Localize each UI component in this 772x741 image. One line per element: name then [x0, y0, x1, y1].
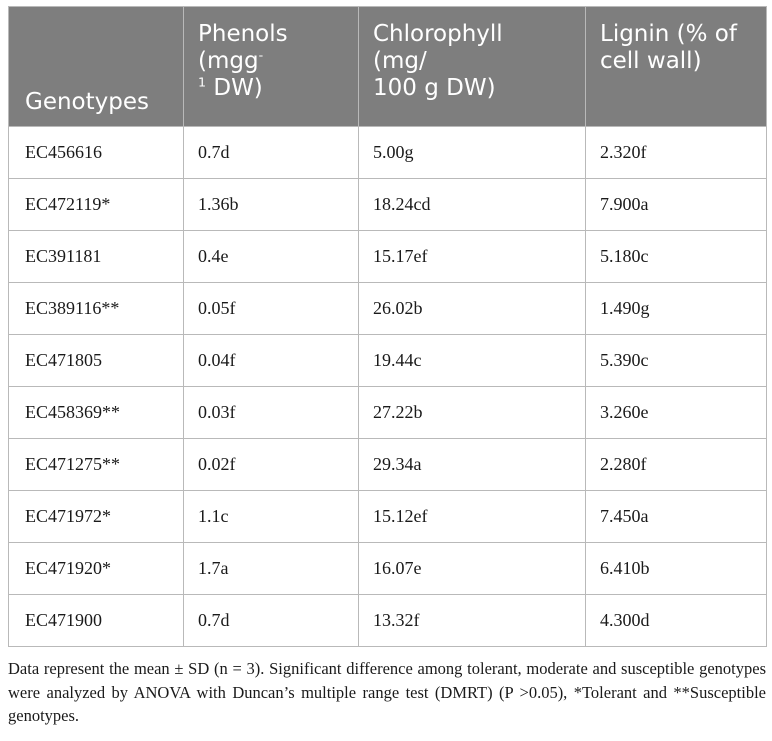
cell-lignin: 5.390c [586, 335, 767, 387]
cell-genotype: EC456616 [9, 127, 184, 179]
table-row [9, 595, 767, 647]
cell-phenols: 1.7a [184, 543, 359, 595]
cell-chlorophyll: 27.22b [359, 387, 586, 439]
cell-genotype: EC389116** [9, 283, 184, 335]
cell-phenols: 0.4e [184, 231, 359, 283]
table-container [8, 6, 766, 728]
cell-genotype: EC471900 [9, 595, 184, 647]
cell-chlorophyll: 18.24cd [359, 179, 586, 231]
cell-lignin: 7.900a [586, 179, 767, 231]
table-row [9, 543, 767, 595]
table-footnote: Data represent the mean ± SD (n = 3). Significant difference among tolerant, moderate and susceptible genotypes were analyzed by ANOVA with Duncan’s multiple range test (DMRT) (P >0.05), *Tolerant and **Susceptible genotypes. [8, 659, 766, 725]
cell-phenols: 0.7d [184, 127, 359, 179]
cell-phenols: 0.04f [184, 335, 359, 387]
table-row [9, 231, 767, 283]
cell-chlorophyll: 5.00g [359, 127, 586, 179]
cell-phenols: 0.7d [184, 595, 359, 647]
cell-phenols: 0.05f [184, 283, 359, 335]
header-row [9, 7, 767, 127]
data-table [8, 6, 767, 647]
cell-lignin: 2.280f [586, 439, 767, 491]
cell-genotype: EC471275** [9, 439, 184, 491]
cell-genotype: EC458369** [9, 387, 184, 439]
cell-genotype: EC472119* [9, 179, 184, 231]
cell-lignin: 2.320f [586, 127, 767, 179]
cell-genotype: EC471972* [9, 491, 184, 543]
cell-chlorophyll: 15.12ef [359, 491, 586, 543]
cell-chlorophyll: 16.07e [359, 543, 586, 595]
header-chlorophyll: Chlorophyll (mg/ 100 g DW) [359, 7, 586, 127]
cell-genotype: EC471805 [9, 335, 184, 387]
cell-phenols: 1.1c [184, 491, 359, 543]
cell-chlorophyll: 26.02b [359, 283, 586, 335]
cell-chlorophyll: 29.34a [359, 439, 586, 491]
table-row [9, 491, 767, 543]
cell-genotype: EC471920* [9, 543, 184, 595]
cell-genotype: EC391181 [9, 231, 184, 283]
table-row [9, 439, 767, 491]
cell-lignin: 3.260e [586, 387, 767, 439]
cell-lignin: 6.410b [586, 543, 767, 595]
cell-chlorophyll: 19.44c [359, 335, 586, 387]
cell-lignin: 1.490g [586, 283, 767, 335]
cell-lignin: 7.450a [586, 491, 767, 543]
header-phenols: Phenols (mgg- $^1$ DW) [184, 7, 359, 127]
table-row [9, 387, 767, 439]
table-row [9, 283, 767, 335]
cell-lignin: 5.180c [586, 231, 767, 283]
cell-lignin: 4.300d [586, 595, 767, 647]
table-header [9, 7, 767, 127]
cell-phenols: 0.03f [184, 387, 359, 439]
table-body [9, 127, 767, 647]
cell-phenols: 1.36b [184, 179, 359, 231]
table-row [9, 127, 767, 179]
cell-phenols: 0.02f [184, 439, 359, 491]
table-row [9, 335, 767, 387]
table-row [9, 179, 767, 231]
header-lignin: Lignin (% of cell wall) [586, 7, 767, 127]
cell-chlorophyll: 15.17ef [359, 231, 586, 283]
header-genotypes: Genotypes [9, 7, 184, 127]
cell-chlorophyll: 13.32f [359, 595, 586, 647]
